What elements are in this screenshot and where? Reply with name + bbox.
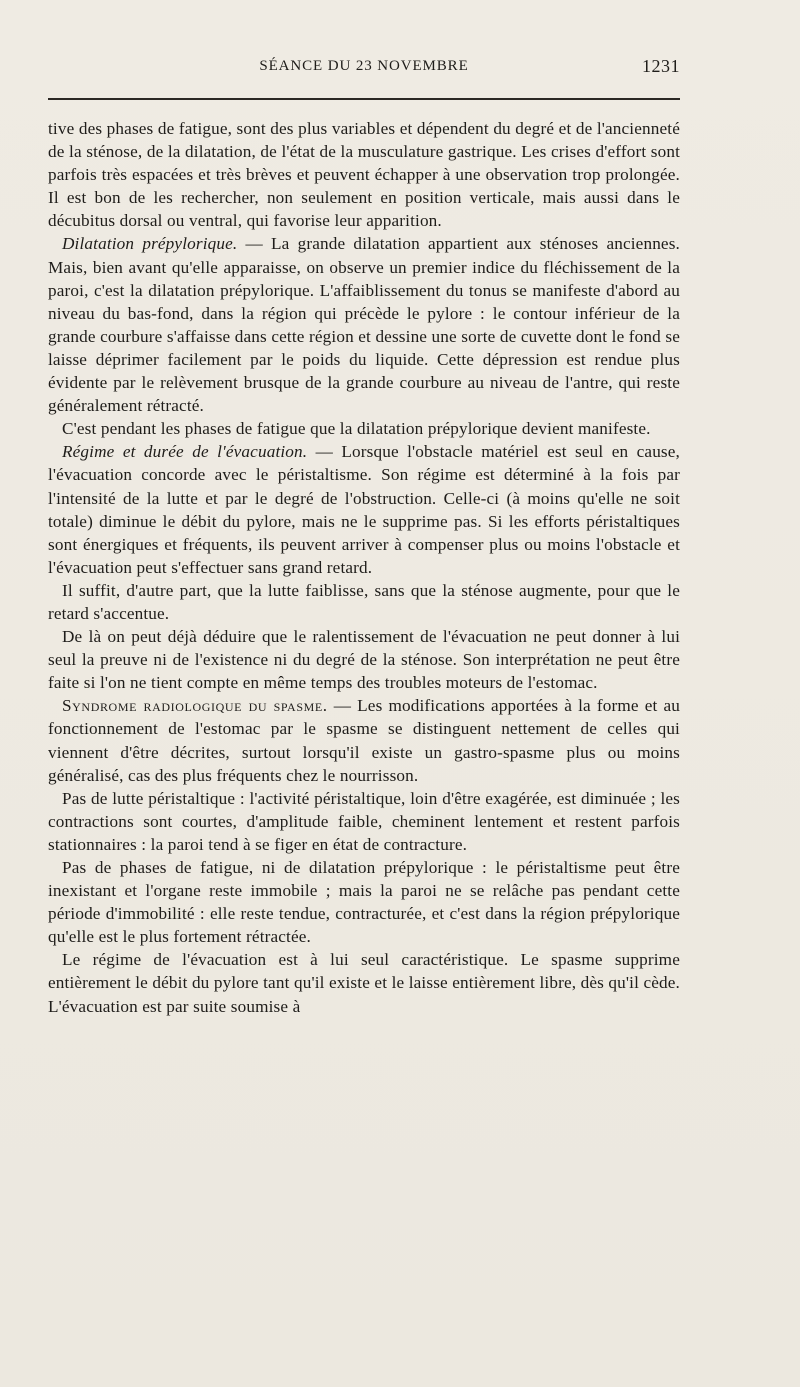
section-lead-caps: Syndrome radiologique du spasme. bbox=[62, 696, 328, 716]
paragraph-text: tive des phases de fatigue, sont des plus variables et dépendent du degré et de l'ancienneté de la sténose, de la dilatation, de l'état de la musculature gastrique. Les crises d'effort sont parfois très espacées et très brèves et peuvent échapper à une observation trop prolongée. Il est bon de les rechercher, non seulement en position verticale, mais aussi dans le décubitus dorsal ou ventral, qui favorise leur apparition. bbox=[48, 119, 680, 231]
paragraph bbox=[48, 948, 680, 1017]
paragraph-text: Pas de phases de fatigue, ni de dilatation prépylorique : le péristaltisme peut être inexistant et l'organe reste immobile ; mais la paroi ne se relâche pas pendant cette période d'immobilité : elle reste tendue, contracturée, et c'est dans la région prépylorique qu'elle est le plus fortement rétractée. bbox=[48, 858, 680, 947]
running-header bbox=[48, 58, 680, 88]
paragraph-text: Le régime de l'évacuation est à lui seul caractéristique. Le spasme supprime entièrement le débit du pylore tant qu'il existe et le laisse entièrement libre, dès qu'il cède. L'évacuation est par suite soumise à bbox=[48, 950, 680, 1016]
paragraph-text: Il suffit, d'autre part, que la lutte faiblisse, sans que la sténose augmente, pour que le retard s'accentue. bbox=[48, 580, 680, 623]
running-title: SÉANCE DU 23 NOVEMBRE bbox=[259, 58, 469, 74]
paragraph-text: De là on peut déjà déduire que le ralentissement de l'évacuation ne peut donner à lui seul la preuve ni de l'existence ni du degré de la sténose. Son interprétation ne peut être faite si l'on ne tient compte en même temps des troubles moteurs de l'estomac. bbox=[48, 627, 680, 693]
paragraph bbox=[48, 440, 680, 579]
paragraph bbox=[48, 232, 680, 417]
paragraph bbox=[48, 117, 680, 232]
paragraph bbox=[48, 856, 680, 948]
paragraph bbox=[48, 417, 680, 440]
page-number: 1231 bbox=[642, 56, 680, 76]
paragraph-text: — Lorsque l'obstacle matériel est seul en cause, l'évacuation concorde avec le péristaltisme. Son régime est déterminé à la fois par l'intensité de la lutte et par le degré de l'obstruction. Celle-ci (à moins qu'elle ne soit totale) diminue le débit du pylore, mais ne le supprime pas. Si les efforts péristaltiques sont énergiques et fréquents, ils peuvent arriver à compenser plus ou moins l'obstacle et l'évacuation peut s'effectuer sans grand retard. bbox=[48, 442, 680, 577]
paragraph bbox=[48, 625, 680, 694]
paragraph-text: — Les modifications apportées à la forme et au fonctionnement de l'estomac par le spasme se distinguent nettement de celles qui viennent d'être décrites, surtout lorsqu'il existe un gastro-spasme plus ou moins généralisé, cas des plus fréquents chez le nourrisson. bbox=[48, 696, 680, 785]
paragraph-text: C'est pendant les phases de fatigue que la dilatation prépylorique devient manifeste. bbox=[62, 419, 651, 439]
section-lead-italic: Régime et durée de l'évacuation. bbox=[62, 442, 308, 462]
header-rule bbox=[48, 98, 680, 100]
paragraph bbox=[48, 694, 680, 786]
section-lead-italic: Dilatation prépylorique. bbox=[62, 234, 238, 254]
paragraph bbox=[48, 787, 680, 856]
paragraph-text: Pas de lutte péristaltique : l'activité péristaltique, loin d'être exagérée, est diminuée ; les contractions sont courtes, d'amplitude faible, cheminent lentement et restent parfois stationnaires : la paroi tend à se figer en état de contracture. bbox=[48, 788, 680, 854]
paragraph bbox=[48, 579, 680, 625]
paragraph-text: — La grande dilatation appartient aux sténoses anciennes. Mais, bien avant qu'elle apparaisse, on observe un premier indice du fléchissement de la paroi, c'est la dilatation prépylorique. L'affaiblissement du tonus se manifeste d'abord au niveau du bas-fond, dans la région qui précède le pylore : le contour inférieur de la grande courbure s'affaisse dans cette région et dessine une sorte de cuvette dont le fond se laisse déprimer facilement par le poids du liquide. Cette dépression est rendue plus évidente par le relèvement brusque de la grande courbure au niveau de l'antre, qui reste généralement rétracté. bbox=[48, 234, 680, 416]
body-text bbox=[48, 117, 680, 1018]
